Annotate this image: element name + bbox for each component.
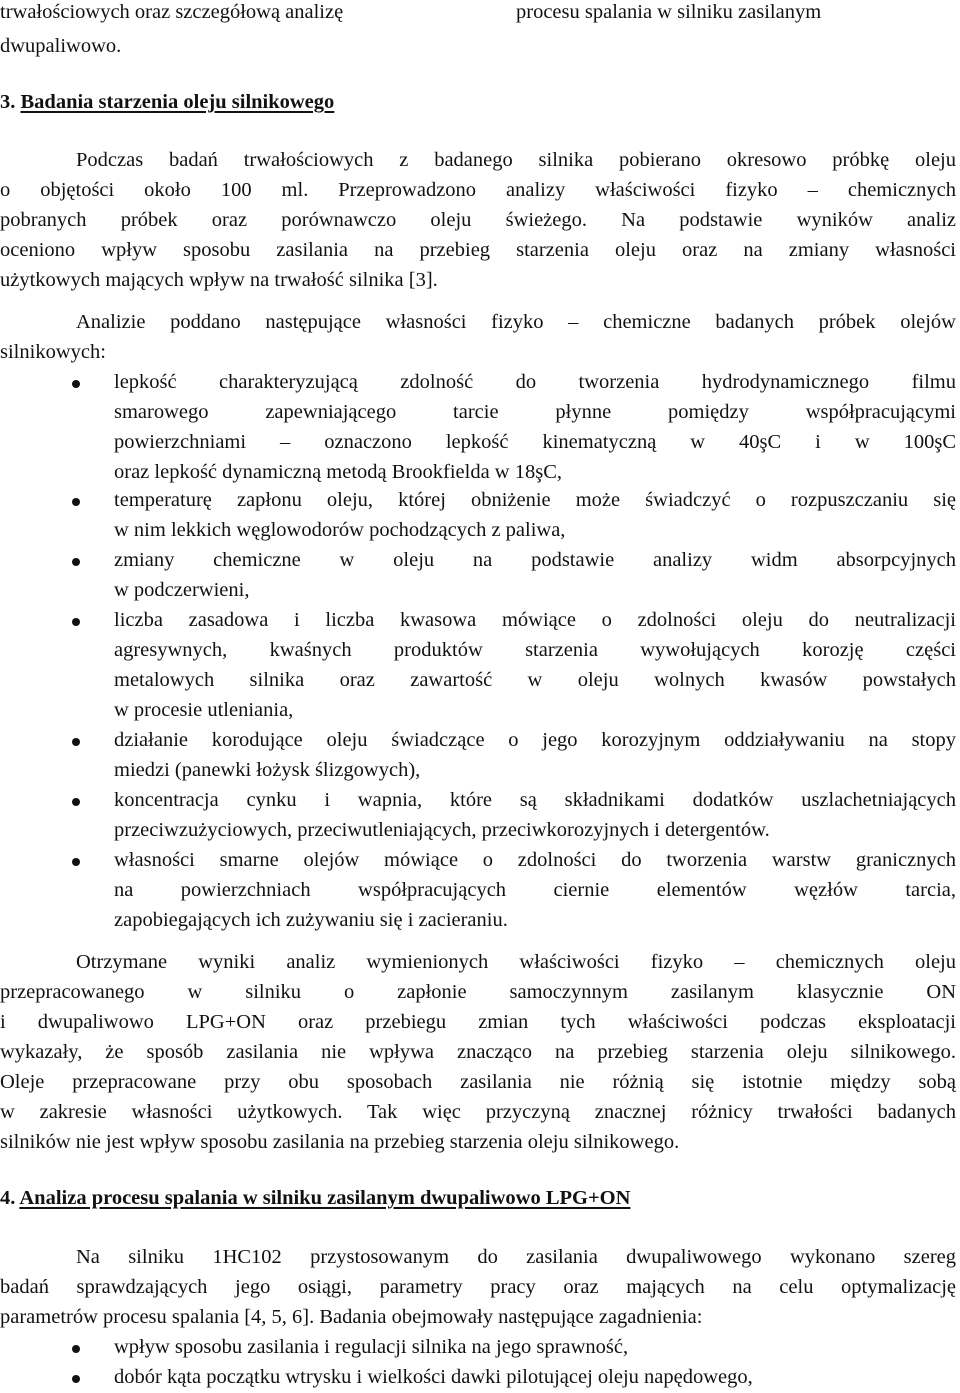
paragraph-line: w zakresie własności użytkowych. Tak więc przyczyną znacznej różnicy trwałości badanych	[0, 1101, 956, 1123]
list-item-line: liczba zasadowa i liczba kwasowa mówiące o zdolności oleju do neutralizacji	[114, 609, 956, 631]
paragraph-line: użytkowych mających wpływ na trwałość silnika [3].	[0, 269, 438, 291]
list-item-line: metalowych silnika oraz zawartość w oleju wolnych kwasów powstałych	[114, 669, 956, 691]
list-item-line: powierzchniami – oznaczono lepkość kinematyczną w 40şC i w 100şC	[114, 431, 956, 453]
paragraph-line: o objętości około 100 ml. Przeprowadzono analizy właściwości fizyko – chemicznych	[0, 179, 956, 201]
bullet-icon	[72, 558, 80, 566]
paragraph-line: Analizie poddano następujące własności fizyko – chemiczne badanych próbek olejów	[76, 311, 956, 333]
list-item-line: koncentracja cynku i wapnia, które są składnikami dodatków uszlachetniających	[114, 789, 956, 811]
list-item-line: w procesie utleniania,	[114, 699, 294, 721]
paragraph-line: Podczas badań trwałościowych z badanego silnika pobierano okresowo próbkę oleju	[76, 149, 956, 171]
list-item-line: temperaturę zapłonu oleju, której obniżenie może świadczyć o rozpuszczaniu się	[114, 489, 956, 511]
bullet-icon	[72, 798, 80, 806]
section-3-number: 3.	[0, 91, 16, 113]
list-item-line: dobór kąta początku wtrysku i wielkości dawki pilotującej oleju napędowego,	[114, 1366, 753, 1388]
list-item-line: zapobiegających ich zużywaniu się i zacieraniu.	[114, 909, 508, 931]
paragraph-line: pobranych próbek oraz porównawczo oleju świeżego. Na podstawie wyników analiz	[0, 209, 956, 231]
section-4-heading	[0, 1186, 956, 1210]
paragraph-line: Otrzymane wyniki analiz wymienionych właściwości fizyko – chemicznych oleju	[76, 951, 956, 973]
paragraph-line: i dwupaliwowo LPG+ON oraz przebiegu zmian tych właściwości podczas eksploatacji	[0, 1011, 956, 1033]
section-4-number: 4.	[0, 1187, 16, 1209]
intro-line-1	[0, 0, 956, 24]
paragraph-line: Na silniku 1HC102 przystosowanym do zasilania dwupaliwowego wykonano szereg	[76, 1246, 956, 1268]
bullet-icon	[72, 858, 80, 866]
bullet-icon	[72, 738, 80, 746]
list-item-line: działanie korodujące oleju świadczące o jego korozyjnym oddziaływaniu na stopy	[114, 729, 956, 751]
paragraph-line: silnikowych:	[0, 341, 106, 363]
paragraph-line: parametrów procesu spalania [4, 5, 6]. Badania obejmowały następujące zagadnienia:	[0, 1306, 703, 1328]
intro-text: trwałościowych oraz szczegółową analizę	[0, 1, 344, 23]
section-4-title: Analiza procesu spalania w silniku zasilanym dwupaliwowo LPG+ON	[19, 1187, 631, 1209]
intro-text-cont: procesu spalania w silniku zasilanym	[516, 1, 822, 23]
bullet-icon	[72, 618, 80, 626]
list-item-line: agresywnych, kwaśnych produktów starzenia wywołujących korozję części	[114, 639, 956, 661]
section-3-heading	[0, 90, 956, 114]
list-item-line: lepkość charakteryzującą zdolność do tworzenia hydrodynamicznego filmu	[114, 371, 956, 393]
bullet-icon	[72, 380, 80, 388]
bullet-icon	[72, 1345, 80, 1353]
list-item-line: smarowego zapewniającego tarcie płynne pomiędzy współpracującymi	[114, 401, 956, 423]
list-item-line: przeciwzużyciowych, przeciwutleniających, przeciwkorozyjnych i detergentów.	[114, 819, 770, 841]
list-item-line: własności smarne olejów mówiące o zdolności do tworzenia warstw granicznych	[114, 849, 956, 871]
list-item-line: miedzi (panewki łożysk ślizgowych),	[114, 759, 421, 781]
paragraph-line: silników nie jest wpływ sposobu zasilania na przebieg starzenia oleju silnikowego.	[0, 1131, 680, 1153]
paragraph-line: badań sprawdzających jego osiągi, parametry pracy oraz mających na celu optymalizację	[0, 1276, 956, 1298]
bullet-icon	[72, 498, 80, 506]
paragraph-line: wykazały, że sposób zasilania nie wpływa znacząco na przebieg starzenia oleju silnikowego.	[0, 1041, 956, 1063]
list-item-line: na powierzchniach współpracujących ciernie elementów węzłów tarcia,	[114, 879, 956, 901]
section-3-title: Badania starzenia oleju silnikowego	[20, 91, 335, 113]
intro-line-2: dwupaliwowo.	[0, 35, 122, 57]
list-item-line: zmiany chemiczne w oleju na podstawie analizy widm absorpcyjnych	[114, 549, 956, 571]
paragraph-line: przepracowanego w silniku o zapłonie samoczynnym zasilanym klasycznie ON	[0, 981, 956, 1003]
list-item-line: wpływ sposobu zasilania i regulacji silnika na jego sprawność,	[114, 1336, 629, 1358]
list-item-line: oraz lepkość dynamiczną metodą Brookfielda w 18şC,	[114, 461, 563, 483]
paragraph-line: oceniono wpływ sposobu zasilania na przebieg starzenia oleju oraz na zmiany własności	[0, 239, 956, 261]
paragraph-line: Oleje przepracowane przy obu sposobach zasilania nie różnią się istotnie między sobą	[0, 1071, 956, 1093]
list-item-line: w nim lekkich węglowodorów pochodzących z paliwa,	[114, 519, 566, 541]
list-item-line: w podczerwieni,	[114, 579, 250, 601]
bullet-icon	[72, 1375, 80, 1383]
